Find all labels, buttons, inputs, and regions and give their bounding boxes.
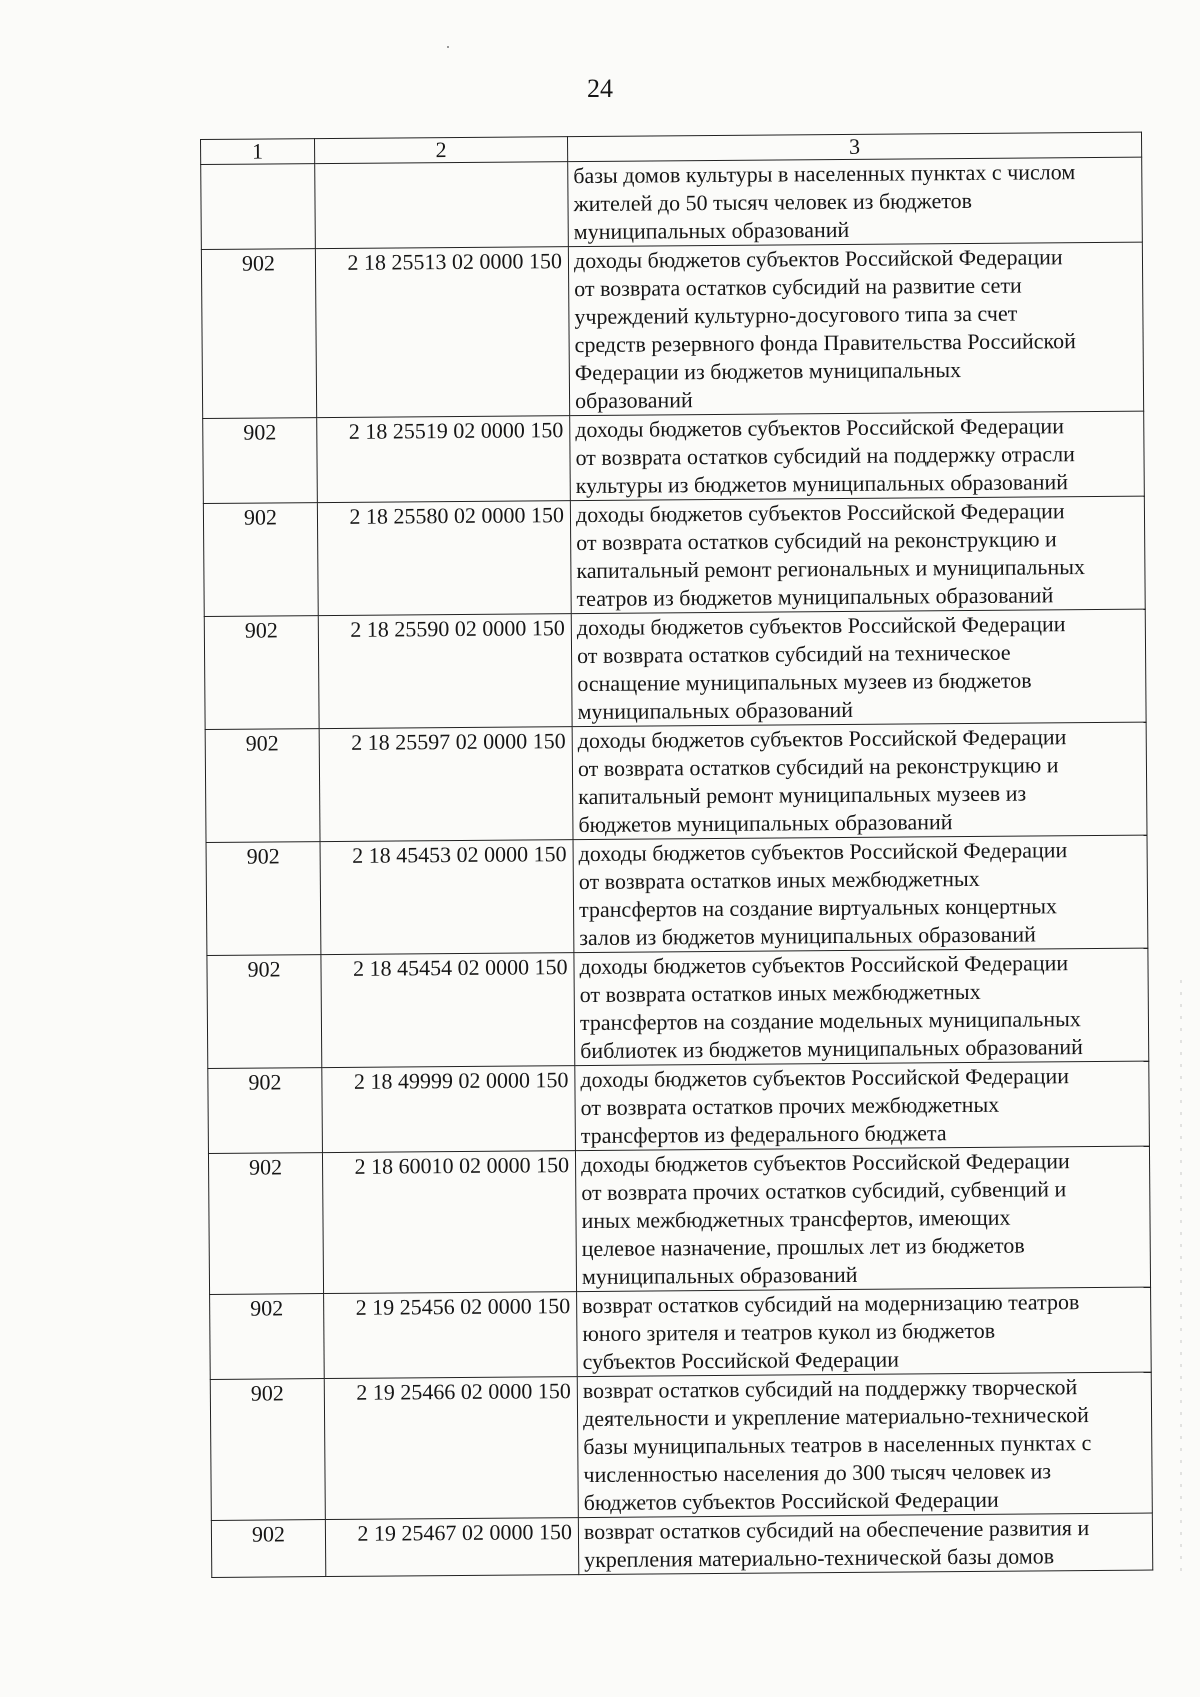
table-row xyxy=(208,1061,1150,1153)
admin-code-cell: 902 xyxy=(211,1520,325,1578)
admin-code-cell: 902 xyxy=(206,842,321,956)
revenue-code-cell: 2 18 25519 02 0000 150 xyxy=(317,416,571,503)
description-cell xyxy=(577,1287,1152,1377)
scan-edge-marks xyxy=(1180,980,1182,1580)
description-line: залов из бюджетов муниципальных образований xyxy=(579,921,1036,951)
description-line: доходы бюджетов субъектов Российской Федерации xyxy=(573,244,1063,274)
description-line: библиотек из бюджетов муниципальных образований xyxy=(580,1034,1083,1064)
description-cell xyxy=(568,157,1143,247)
revenue-code-cell: 2 18 25580 02 0000 150 xyxy=(317,501,571,616)
revenue-code-cell: 2 19 25467 02 0000 150 xyxy=(325,1518,578,1577)
description-cell xyxy=(574,948,1149,1066)
description-line: театров из бюджетов муниципальных образований xyxy=(576,582,1054,612)
description-line: от возврата остатков субсидий на поддержку отрасли xyxy=(575,441,1075,471)
revenue-code-cell: 2 18 60010 02 0000 150 xyxy=(322,1151,576,1294)
description-line: бюджетов муниципальных образований xyxy=(578,809,953,838)
table-row xyxy=(210,1372,1152,1520)
description-line: возврат остатков субсидий на обеспечение развития и xyxy=(583,1515,1090,1545)
classification-table xyxy=(200,132,1153,1578)
description-line: субъектов Российской Федерации xyxy=(582,1346,900,1375)
admin-code-cell: 902 xyxy=(205,729,320,843)
table-row xyxy=(204,609,1146,729)
description-line: муниципальных образований xyxy=(581,1261,858,1290)
description-line: доходы бюджетов субъектов Российской Федерации xyxy=(575,498,1065,528)
description-line: от возврата остатков субсидий на реконструкцию и xyxy=(576,526,1057,556)
admin-code-cell: 902 xyxy=(210,1379,325,1521)
description-line: бюджетов субъектов Российской Федерации xyxy=(583,1486,999,1516)
table-row xyxy=(203,496,1145,616)
revenue-code-cell: 2 18 25513 02 0000 150 xyxy=(315,247,569,418)
description-line: иных межбюджетных трансфертов, имеющих xyxy=(581,1204,1011,1234)
description-line: от возврата остатков субсидий на техническое xyxy=(576,639,1011,669)
revenue-code-cell xyxy=(315,162,569,249)
description-line: муниципальных образований xyxy=(573,216,850,245)
description-line: трансфертов на создание модельных муниципальных xyxy=(579,1006,1081,1036)
description-line: базы муниципальных театров в населенных пунктах с xyxy=(583,1430,1092,1460)
description-line: доходы бюджетов субъектов Российской Федерации xyxy=(577,724,1067,754)
admin-code-cell: 902 xyxy=(210,1294,325,1380)
description-line: доходы бюджетов субъектов Российской Федерации xyxy=(578,837,1068,867)
description-line: возврат остатков субсидий на модернизацию театров xyxy=(582,1289,1080,1319)
admin-code-cell xyxy=(201,164,316,250)
revenue-code-cell: 2 19 25456 02 0000 150 xyxy=(324,1292,578,1379)
description-cell xyxy=(573,835,1148,953)
column-header-1: 1 xyxy=(201,139,315,165)
description-line: доходы бюджетов субъектов Российской Федерации xyxy=(576,611,1066,641)
revenue-code-cell: 2 18 49999 02 0000 150 xyxy=(322,1066,576,1153)
description-cell xyxy=(568,242,1143,416)
description-line: капитальный ремонт муниципальных музеев из xyxy=(578,780,1027,810)
description-line: оснащение муниципальных музеев из бюджетов xyxy=(577,667,1032,697)
description-line: Федерации из бюджетов муниципальных xyxy=(574,357,962,386)
description-cell xyxy=(575,1061,1150,1151)
column-header-2: 2 xyxy=(315,137,568,164)
description-line: численностью населения до 300 тысяч человек из xyxy=(583,1458,1052,1488)
admin-code-cell: 902 xyxy=(207,955,322,1069)
admin-code-cell: 902 xyxy=(204,616,319,730)
description-cell xyxy=(570,496,1145,614)
description-cell xyxy=(575,1146,1150,1292)
description-cell xyxy=(571,609,1146,727)
description-line: укрепления материально-технической базы домов xyxy=(584,1543,1055,1573)
table-row xyxy=(201,242,1143,418)
description-line: юного зрителя и театров кукол из бюджетов xyxy=(582,1317,996,1347)
description-line: от возврата прочих остатков субсидий, субвенций и xyxy=(581,1176,1067,1206)
table-row xyxy=(201,157,1143,249)
revenue-code-cell: 2 18 25597 02 0000 150 xyxy=(319,727,573,842)
description-line: доходы бюджетов субъектов Российской Федерации xyxy=(580,1148,1070,1178)
admin-code-cell: 902 xyxy=(203,418,318,504)
admin-code-cell: 902 xyxy=(201,249,316,419)
description-line: капитальный ремонт региональных и муниципальных xyxy=(576,554,1086,584)
description-line: трансфертов из федерального бюджета xyxy=(580,1120,947,1149)
description-cell xyxy=(578,1513,1152,1575)
description-line: возврат остатков субсидий на поддержку творческой xyxy=(582,1374,1078,1404)
description-line: доходы бюджетов субъектов Российской Федерации xyxy=(575,413,1065,443)
description-line: культуры из бюджетов муниципальных образований xyxy=(575,469,1069,499)
description-line: доходы бюджетов субъектов Российской Федерации xyxy=(579,950,1069,980)
description-line: учреждений культурно-досугового типа за счет xyxy=(574,300,1018,330)
revenue-code-cell: 2 19 25466 02 0000 150 xyxy=(324,1377,578,1520)
description-cell xyxy=(572,722,1147,840)
revenue-code-cell: 2 18 25590 02 0000 150 xyxy=(318,614,572,729)
description-line: средств резервного фонда Правительства Российской xyxy=(574,328,1076,358)
description-line: целевое назначение, прошлых лет из бюджетов xyxy=(581,1232,1025,1262)
scan-speck xyxy=(447,46,449,48)
table-row xyxy=(207,948,1149,1068)
description-line: жителей до 50 тысяч человек из бюджетов xyxy=(573,187,973,217)
table-row xyxy=(211,1513,1152,1577)
table-body xyxy=(201,157,1153,1577)
page-number: 24 xyxy=(587,74,613,103)
table-row xyxy=(205,722,1147,842)
admin-code-cell: 902 xyxy=(208,1068,323,1154)
admin-code-cell: 902 xyxy=(208,1153,323,1295)
description-line: базы домов культуры в населенных пунктах с числом xyxy=(573,159,1076,189)
description-cell xyxy=(577,1372,1152,1518)
table-row xyxy=(206,835,1148,955)
table-row xyxy=(210,1287,1152,1379)
description-line: образований xyxy=(574,387,693,414)
admin-code-cell: 902 xyxy=(203,503,318,617)
description-line: от возврата остатков субсидий на развитие сети xyxy=(574,272,1022,302)
description-cell xyxy=(570,411,1145,501)
table-row xyxy=(208,1146,1150,1294)
description-line: деятельности и укрепление материально-технической xyxy=(582,1402,1089,1432)
description-line: от возврата остатков иных межбюджетных xyxy=(578,865,980,895)
description-line: муниципальных образований xyxy=(577,696,854,725)
revenue-code-cell: 2 18 45454 02 0000 150 xyxy=(321,953,575,1068)
description-line: от возврата остатков субсидий на реконструкцию и xyxy=(577,752,1059,782)
table-row xyxy=(203,411,1145,503)
column-header-3: 3 xyxy=(567,132,1141,162)
description-line: от возврата остатков иных межбюджетных xyxy=(579,978,981,1008)
revenue-code-cell: 2 18 45453 02 0000 150 xyxy=(320,840,574,955)
description-line: трансфертов на создание виртуальных концертных xyxy=(578,893,1058,923)
description-line: доходы бюджетов субъектов Российской Федерации xyxy=(580,1063,1070,1093)
description-line: от возврата остатков прочих межбюджетных xyxy=(580,1091,1000,1121)
